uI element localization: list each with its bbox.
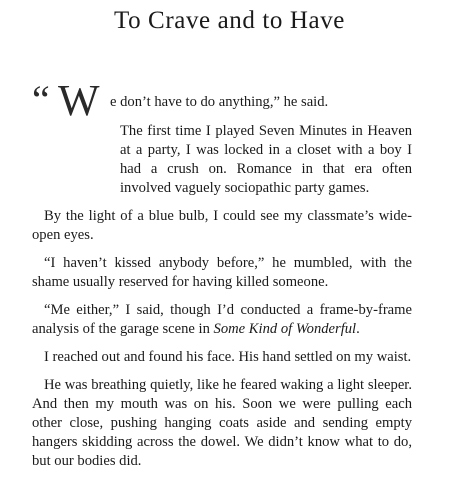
- drop-cap: W: [58, 76, 100, 125]
- paragraph-text: I reached out and found his face. His hand settled on my waist.: [44, 349, 412, 365]
- paragraph-5: [32, 348, 412, 367]
- chapter-title: To Crave and to Have: [113, 7, 345, 34]
- chapter-body: [32, 76, 412, 480]
- opening-line: [32, 76, 412, 125]
- paragraph-text: “I haven’t kissed anybody before,” he mumbled, with the shame usually reserved for having killed someone.: [32, 255, 412, 290]
- paragraph-1: [32, 122, 412, 198]
- paragraph-text: By the light of a blue bulb, I could see my classmate’s wide-open eyes.: [32, 208, 412, 243]
- opening-quote-mark: “: [32, 77, 48, 122]
- italic-book-title: Some Kind of Wonderful: [213, 321, 357, 337]
- paragraph-4: [32, 301, 412, 339]
- paragraph-text-end: .: [356, 321, 360, 337]
- paragraph-text: He was breathing quietly, like he feared waking a light sleeper. And then my mouth was on his. Soon we were pulling each other close, pushing hanging coats aside and sending empty hangers skidding across the dowel. We didn’t know what to do, but our bodies did.: [32, 377, 412, 469]
- paragraph-6: [32, 376, 412, 471]
- paragraph-text: The first time I played Seven Minutes in Heaven at a party, I was locked in a closet with a boy I had a crush on. Romance in that era often involved vaguely sociopathic party games.: [120, 123, 412, 196]
- paragraph-text: “Me either,” I said, though I’d conducted a frame-by-frame analysis of the garage scene in: [32, 302, 412, 337]
- paragraph-2: [32, 207, 412, 245]
- paragraph-3: [32, 254, 412, 292]
- opening-line-text: e don’t have to do anything,” he said.: [110, 94, 329, 110]
